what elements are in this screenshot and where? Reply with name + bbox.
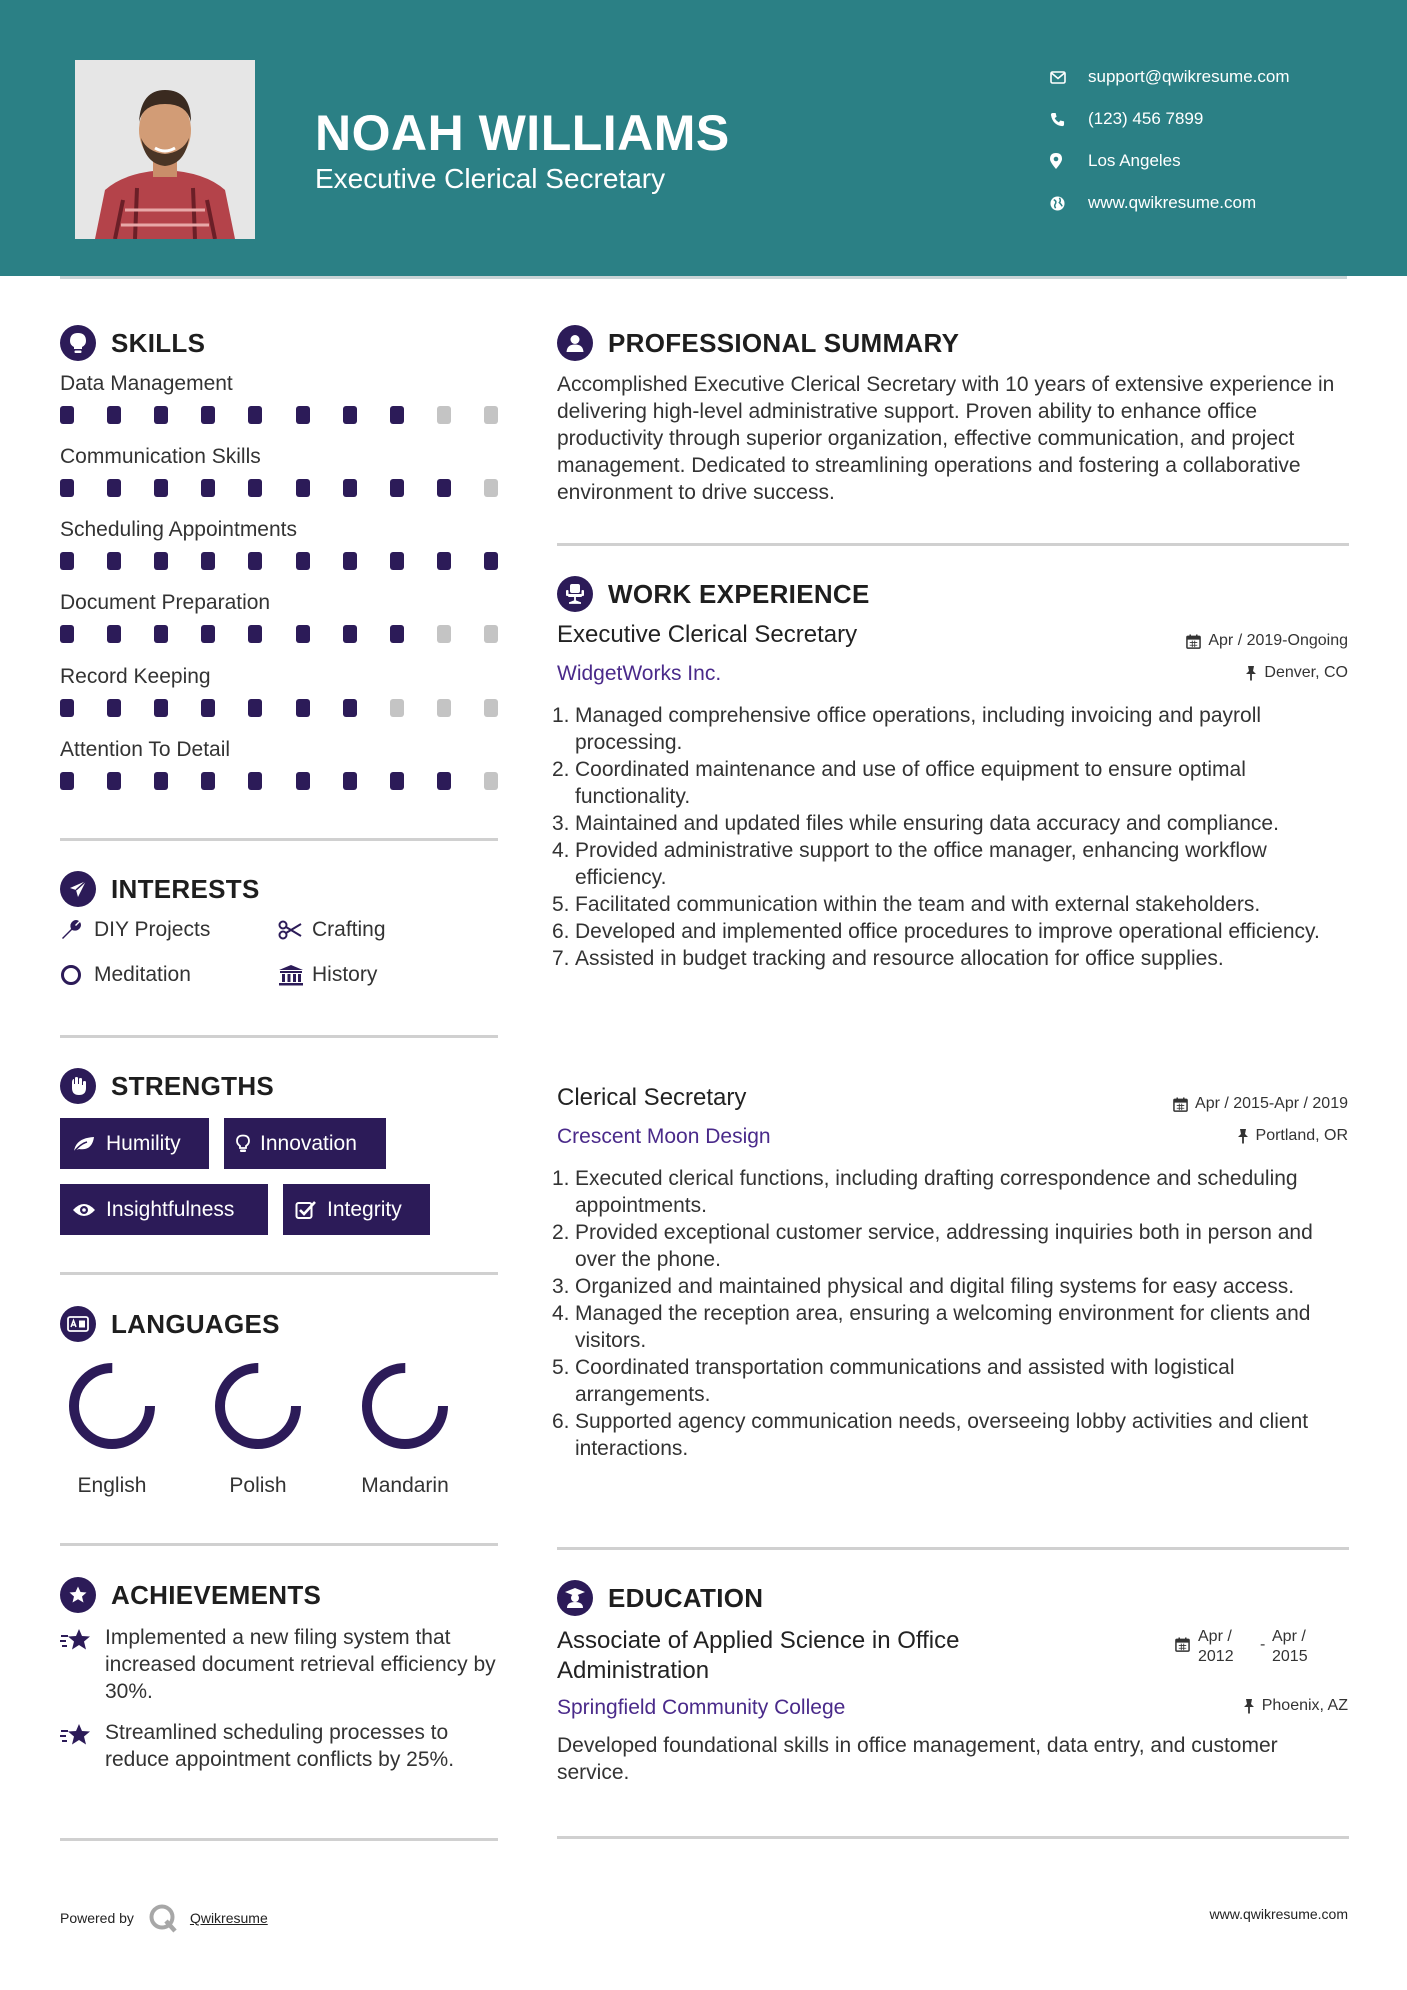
rating-dot-filled bbox=[60, 479, 74, 497]
skill-name: Record Keeping bbox=[60, 665, 211, 688]
job-dates-text: Apr / 2015-Apr / 2019 bbox=[1195, 1095, 1348, 1112]
skill-item bbox=[60, 372, 500, 424]
rating-dot-filled bbox=[60, 406, 74, 424]
strength-label: Humility bbox=[106, 1131, 181, 1155]
envelope-icon bbox=[1050, 71, 1088, 84]
strengths-title: STRENGTHS bbox=[111, 1070, 275, 1101]
job-bullet bbox=[552, 756, 1352, 810]
bullet-text: Provided exceptional customer service, addressing inquiries both in person and over the phone. bbox=[575, 1221, 1313, 1271]
rating-dot-filled bbox=[154, 772, 168, 790]
bullet-number: 5. bbox=[552, 893, 570, 916]
achievement-text: Implemented a new filing system that increased document retrieval efficiency by 30%. bbox=[105, 1626, 496, 1703]
rating-dot-filled bbox=[296, 406, 310, 424]
footer-url[interactable]: www.qwikresume.com bbox=[1209, 1906, 1348, 1922]
pushpin-icon bbox=[1243, 1698, 1255, 1714]
skill-rating bbox=[60, 625, 498, 643]
contact-email[interactable] bbox=[1050, 56, 1290, 98]
rating-dot-filled bbox=[296, 552, 310, 570]
language-name: English bbox=[77, 1474, 147, 1497]
bullet-number: 4. bbox=[552, 1302, 570, 1325]
achievement-text: Streamlined scheduling processes to reduce appointment conflicts by 25%. bbox=[105, 1721, 455, 1771]
rating-dot-filled bbox=[343, 552, 357, 570]
contact-email-text: support@qwikresume.com bbox=[1088, 67, 1290, 86]
interest-crafting bbox=[278, 918, 386, 942]
rating-dot-filled bbox=[201, 699, 215, 717]
skill-rating bbox=[60, 699, 498, 717]
job-bullet bbox=[552, 1354, 1352, 1408]
pushpin-icon bbox=[1237, 1128, 1249, 1144]
rating-dot-filled bbox=[343, 406, 357, 424]
rating-dot-empty bbox=[484, 406, 498, 424]
rating-dot-filled bbox=[390, 772, 404, 790]
rating-dot-filled bbox=[201, 772, 215, 790]
job-location-text: Denver, CO bbox=[1264, 664, 1348, 681]
education-description: Developed foundational skills in office management, data entry, and customer service. bbox=[557, 1734, 1278, 1784]
scissors-icon bbox=[278, 920, 312, 940]
star-icon bbox=[60, 1719, 105, 1773]
rating-dot-filled bbox=[60, 772, 74, 790]
raised-fist-icon bbox=[60, 1068, 96, 1104]
bullet-number: 7. bbox=[552, 947, 570, 970]
bullet-text: Provided administrative support to the office manager, enhancing workflow efficiency. bbox=[575, 839, 1267, 889]
education-school[interactable]: Springfield Community College bbox=[557, 1696, 846, 1719]
job-bullet bbox=[552, 1273, 1352, 1300]
skill-rating bbox=[60, 552, 498, 570]
rating-dot-filled bbox=[248, 479, 262, 497]
language-item bbox=[188, 1360, 328, 1498]
interest-label: Crafting bbox=[312, 918, 386, 941]
contact-phone-text: (123) 456 7899 bbox=[1088, 109, 1204, 128]
qwikresume-link[interactable]: Qwikresume bbox=[189, 1910, 268, 1926]
candidate-name: NOAH WILLIAMS bbox=[315, 105, 730, 161]
lightbulb-icon bbox=[60, 325, 96, 361]
bullet-number: 5. bbox=[552, 1356, 570, 1379]
skill-item bbox=[60, 445, 500, 497]
profile-photo bbox=[75, 60, 255, 239]
rating-dot-filled bbox=[248, 772, 262, 790]
education-location-text: Phoenix, AZ bbox=[1261, 1697, 1348, 1714]
language-level-ring bbox=[359, 1360, 451, 1452]
rating-dot-filled bbox=[437, 479, 451, 497]
rating-dot-filled bbox=[107, 625, 121, 643]
rating-dot-filled bbox=[201, 479, 215, 497]
rating-dot-filled bbox=[343, 625, 357, 643]
achievements-heading bbox=[60, 1577, 321, 1613]
language-level-arc bbox=[367, 1368, 443, 1444]
job-location bbox=[1245, 664, 1348, 682]
rating-dot-filled bbox=[437, 552, 451, 570]
bullet-number: 4. bbox=[552, 839, 570, 862]
job-dates bbox=[1186, 632, 1348, 650]
contact-website[interactable] bbox=[1050, 182, 1290, 224]
rating-dot-filled bbox=[60, 699, 74, 717]
skill-item bbox=[60, 665, 500, 717]
education-end-year: 2015 bbox=[1272, 1648, 1308, 1665]
rating-dot-empty bbox=[484, 699, 498, 717]
language-level-arc bbox=[74, 1368, 150, 1444]
checkbox-icon bbox=[295, 1200, 317, 1220]
bullet-text: Developed and implemented office procedures to improve operational efficiency. bbox=[575, 920, 1320, 943]
bullet-text: Maintained and updated files while ensuring data accuracy and compliance. bbox=[575, 812, 1279, 835]
rating-dot-filled bbox=[390, 552, 404, 570]
rating-dot-empty bbox=[437, 406, 451, 424]
experience-heading bbox=[557, 576, 870, 612]
rating-dot-filled bbox=[154, 552, 168, 570]
rating-dot-filled bbox=[107, 699, 121, 717]
achievement-item bbox=[60, 1624, 500, 1705]
bullet-number: 2. bbox=[552, 1221, 570, 1244]
rating-dot-filled bbox=[107, 772, 121, 790]
phone-icon bbox=[1050, 112, 1088, 127]
education-divider bbox=[557, 1836, 1349, 1839]
interest-label: Meditation bbox=[94, 963, 191, 986]
bullet-text: Managed comprehensive office operations, including invoicing and payroll processing. bbox=[575, 704, 1262, 754]
skill-item bbox=[60, 591, 500, 643]
rating-dot-filled bbox=[343, 772, 357, 790]
job-bullet bbox=[552, 837, 1352, 891]
contact-location bbox=[1050, 140, 1290, 182]
rating-dot-filled bbox=[437, 772, 451, 790]
education-degree: Associate of Applied Science in Office Administration bbox=[557, 1627, 960, 1684]
map-pin-icon bbox=[1050, 153, 1088, 169]
rating-dot-empty bbox=[390, 699, 404, 717]
skill-item bbox=[60, 738, 500, 790]
rating-dot-filled bbox=[107, 406, 121, 424]
job-bullet bbox=[552, 918, 1352, 945]
interests-title: INTERESTS bbox=[111, 873, 260, 904]
job-bullet bbox=[552, 810, 1352, 837]
experience-title: WORK EXPERIENCE bbox=[608, 578, 870, 609]
job-bullets bbox=[552, 702, 1352, 972]
languages-title: LANGUAGES bbox=[111, 1308, 280, 1339]
job-bullet bbox=[552, 891, 1352, 918]
rating-dot-filled bbox=[154, 625, 168, 643]
education-heading bbox=[557, 1580, 763, 1616]
contact-phone[interactable] bbox=[1050, 98, 1290, 140]
eye-icon bbox=[72, 1202, 96, 1218]
skill-name: Attention To Detail bbox=[60, 738, 231, 761]
bullet-number: 2. bbox=[552, 758, 570, 781]
resume-header bbox=[0, 0, 1407, 276]
calendar-icon bbox=[1175, 1637, 1190, 1652]
user-icon bbox=[557, 325, 593, 361]
rating-dot-empty bbox=[484, 772, 498, 790]
language-card-icon bbox=[60, 1306, 96, 1342]
rating-dot-empty bbox=[484, 625, 498, 643]
rating-dot-filled bbox=[107, 552, 121, 570]
rating-dot-empty bbox=[437, 625, 451, 643]
job-location-text: Portland, OR bbox=[1255, 1127, 1348, 1144]
summary-heading bbox=[557, 325, 959, 361]
language-level-ring bbox=[212, 1360, 304, 1452]
bullet-number: 6. bbox=[552, 1410, 570, 1433]
rating-dot-filled bbox=[296, 699, 310, 717]
footer-powered-by bbox=[60, 1903, 268, 1933]
bullet-text: Managed the reception area, ensuring a welcoming environment for clients and visitors. bbox=[575, 1302, 1311, 1352]
job-bullet bbox=[552, 1300, 1352, 1354]
job-company[interactable]: Crescent Moon Design bbox=[557, 1125, 771, 1148]
rating-dot-filled bbox=[60, 625, 74, 643]
education-end bbox=[1272, 1627, 1334, 1667]
bullet-number: 3. bbox=[552, 1275, 570, 1298]
strengths-divider bbox=[60, 1272, 498, 1275]
skill-name: Data Management bbox=[60, 372, 233, 395]
strength-label: Integrity bbox=[327, 1197, 402, 1221]
skills-divider bbox=[60, 838, 498, 841]
job-company[interactable]: WidgetWorks Inc. bbox=[557, 662, 722, 685]
job-dates bbox=[1173, 1095, 1348, 1113]
bullet-text: Supported agency communication needs, overseeing lobby activities and client interactions. bbox=[575, 1410, 1309, 1460]
interests-heading bbox=[60, 871, 260, 907]
interest-label: DIY Projects bbox=[94, 918, 211, 941]
rating-dot-filled bbox=[154, 699, 168, 717]
leaf-icon bbox=[72, 1135, 96, 1153]
skill-rating bbox=[60, 406, 498, 424]
skills-heading bbox=[60, 325, 205, 361]
strength-integrity bbox=[283, 1184, 430, 1235]
education-start-year: 2012 bbox=[1198, 1648, 1234, 1665]
job-dates-text: Apr / 2019-Ongoing bbox=[1208, 632, 1348, 649]
header-divider bbox=[60, 276, 1347, 279]
wrench-icon bbox=[60, 919, 94, 941]
bullet-text: Coordinated maintenance and use of office equipment to ensure optimal functionality. bbox=[575, 758, 1246, 808]
bullet-text: Organized and maintained physical and digital filing systems for easy access. bbox=[575, 1275, 1295, 1298]
job-role: Clerical Secretary bbox=[557, 1084, 747, 1111]
bullet-number: 1. bbox=[552, 1167, 570, 1190]
skill-name: Scheduling Appointments bbox=[60, 518, 297, 541]
strengths-heading bbox=[60, 1068, 274, 1104]
language-name: Polish bbox=[229, 1474, 287, 1497]
rating-dot-filled bbox=[201, 552, 215, 570]
contact-website-text: www.qwikresume.com bbox=[1088, 193, 1257, 212]
rating-dot-filled bbox=[154, 479, 168, 497]
calendar-icon bbox=[1186, 634, 1201, 649]
job-bullet bbox=[552, 1165, 1352, 1219]
language-level-arc bbox=[220, 1368, 296, 1444]
job-bullets bbox=[552, 1165, 1352, 1462]
interest-diy-projects bbox=[60, 918, 210, 942]
rating-dot-filled bbox=[390, 406, 404, 424]
job-role: Executive Clerical Secretary bbox=[557, 621, 858, 648]
calendar-icon bbox=[1173, 1097, 1188, 1112]
language-name: Mandarin bbox=[361, 1474, 449, 1497]
education-dates bbox=[1175, 1627, 1334, 1667]
contact-list bbox=[1050, 56, 1290, 224]
strength-humility bbox=[60, 1118, 209, 1169]
summary-divider bbox=[557, 543, 1349, 546]
candidate-title: Executive Clerical Secretary bbox=[315, 163, 666, 194]
interest-label: History bbox=[312, 963, 378, 986]
education-title: EDUCATION bbox=[608, 1582, 764, 1613]
strength-label: Insightfulness bbox=[106, 1197, 235, 1221]
skill-rating bbox=[60, 772, 498, 790]
bullet-text: Facilitated communication within the team and with external stakeholders. bbox=[575, 893, 1261, 916]
rating-dot-filled bbox=[484, 552, 498, 570]
education-start-month: Apr / bbox=[1198, 1628, 1232, 1645]
education-date-separator: - bbox=[1260, 1636, 1266, 1653]
achievements-title: ACHIEVEMENTS bbox=[111, 1579, 322, 1610]
strength-innovation bbox=[224, 1118, 386, 1169]
strength-label: Innovation bbox=[260, 1131, 357, 1155]
languages-heading bbox=[60, 1306, 280, 1342]
rating-dot-filled bbox=[296, 625, 310, 643]
contact-location-text: Los Angeles bbox=[1088, 151, 1181, 170]
rating-dot-filled bbox=[60, 552, 74, 570]
education-start bbox=[1198, 1627, 1260, 1667]
powered-by-text: Powered by bbox=[60, 1910, 134, 1926]
job-bullet bbox=[552, 1219, 1352, 1273]
job-bullet bbox=[552, 1408, 1352, 1462]
education-end-month: Apr / bbox=[1272, 1628, 1306, 1645]
rating-dot-filled bbox=[248, 625, 262, 643]
graduate-icon bbox=[557, 1580, 593, 1616]
achievements-divider bbox=[60, 1838, 498, 1841]
language-item bbox=[335, 1360, 475, 1498]
skill-item bbox=[60, 518, 500, 570]
paper-plane-icon bbox=[60, 871, 96, 907]
language-item bbox=[42, 1360, 182, 1498]
summary-text: Accomplished Executive Clerical Secretary with 10 years of extensive experience in delivering high-level administrative support. Proven ability to enhance office productivity through superior organization, effective communication, and project management. Dedicated to streamlining operations and fostering a collaborative environment to drive success. bbox=[557, 373, 1335, 504]
circle-icon bbox=[60, 964, 94, 986]
interest-history bbox=[278, 963, 377, 987]
rating-dot-filled bbox=[248, 406, 262, 424]
skill-name: Document Preparation bbox=[60, 591, 271, 614]
rating-dot-filled bbox=[390, 625, 404, 643]
interests-divider bbox=[60, 1035, 498, 1038]
rating-dot-filled bbox=[296, 772, 310, 790]
job-bullet bbox=[552, 945, 1352, 972]
rating-dot-filled bbox=[201, 625, 215, 643]
strength-insightfulness bbox=[60, 1184, 268, 1235]
rating-dot-empty bbox=[484, 479, 498, 497]
rating-dot-empty bbox=[437, 699, 451, 717]
bullet-number: 6. bbox=[552, 920, 570, 943]
education-location bbox=[1243, 1697, 1348, 1715]
bullet-text: Assisted in budget tracking and resource allocation for office supplies. bbox=[575, 947, 1224, 970]
rating-dot-filled bbox=[248, 552, 262, 570]
skill-rating bbox=[60, 479, 498, 497]
bullet-text: Executed clerical functions, including drafting correspondence and scheduling appointments. bbox=[575, 1167, 1298, 1217]
star-icon bbox=[60, 1624, 105, 1705]
language-level-ring bbox=[66, 1360, 158, 1452]
bullet-number: 1. bbox=[552, 704, 570, 727]
museum-icon bbox=[278, 964, 312, 986]
qwikresume-logo-icon bbox=[148, 1903, 178, 1933]
languages-divider bbox=[60, 1543, 498, 1546]
star-badge-icon bbox=[60, 1577, 96, 1613]
achievement-item bbox=[60, 1719, 500, 1773]
rating-dot-filled bbox=[107, 479, 121, 497]
rating-dot-filled bbox=[343, 699, 357, 717]
summary-title: PROFESSIONAL SUMMARY bbox=[608, 327, 960, 358]
skill-name: Communication Skills bbox=[60, 445, 261, 468]
lightbulb-icon bbox=[236, 1134, 250, 1154]
skills-title: SKILLS bbox=[111, 327, 206, 358]
job-location bbox=[1237, 1127, 1348, 1145]
bullet-text: Coordinated transportation communications and assisted with logistical arrangements. bbox=[575, 1356, 1235, 1406]
globe-icon bbox=[1050, 196, 1088, 211]
office-chair-icon bbox=[557, 576, 593, 612]
rating-dot-filled bbox=[390, 479, 404, 497]
job-bullet bbox=[552, 702, 1352, 756]
rating-dot-filled bbox=[248, 699, 262, 717]
pushpin-icon bbox=[1245, 665, 1257, 681]
bullet-number: 3. bbox=[552, 812, 570, 835]
rating-dot-filled bbox=[343, 479, 357, 497]
rating-dot-filled bbox=[154, 406, 168, 424]
experience-divider bbox=[557, 1547, 1349, 1550]
rating-dot-filled bbox=[296, 479, 310, 497]
rating-dot-filled bbox=[201, 406, 215, 424]
interest-meditation bbox=[60, 963, 191, 987]
